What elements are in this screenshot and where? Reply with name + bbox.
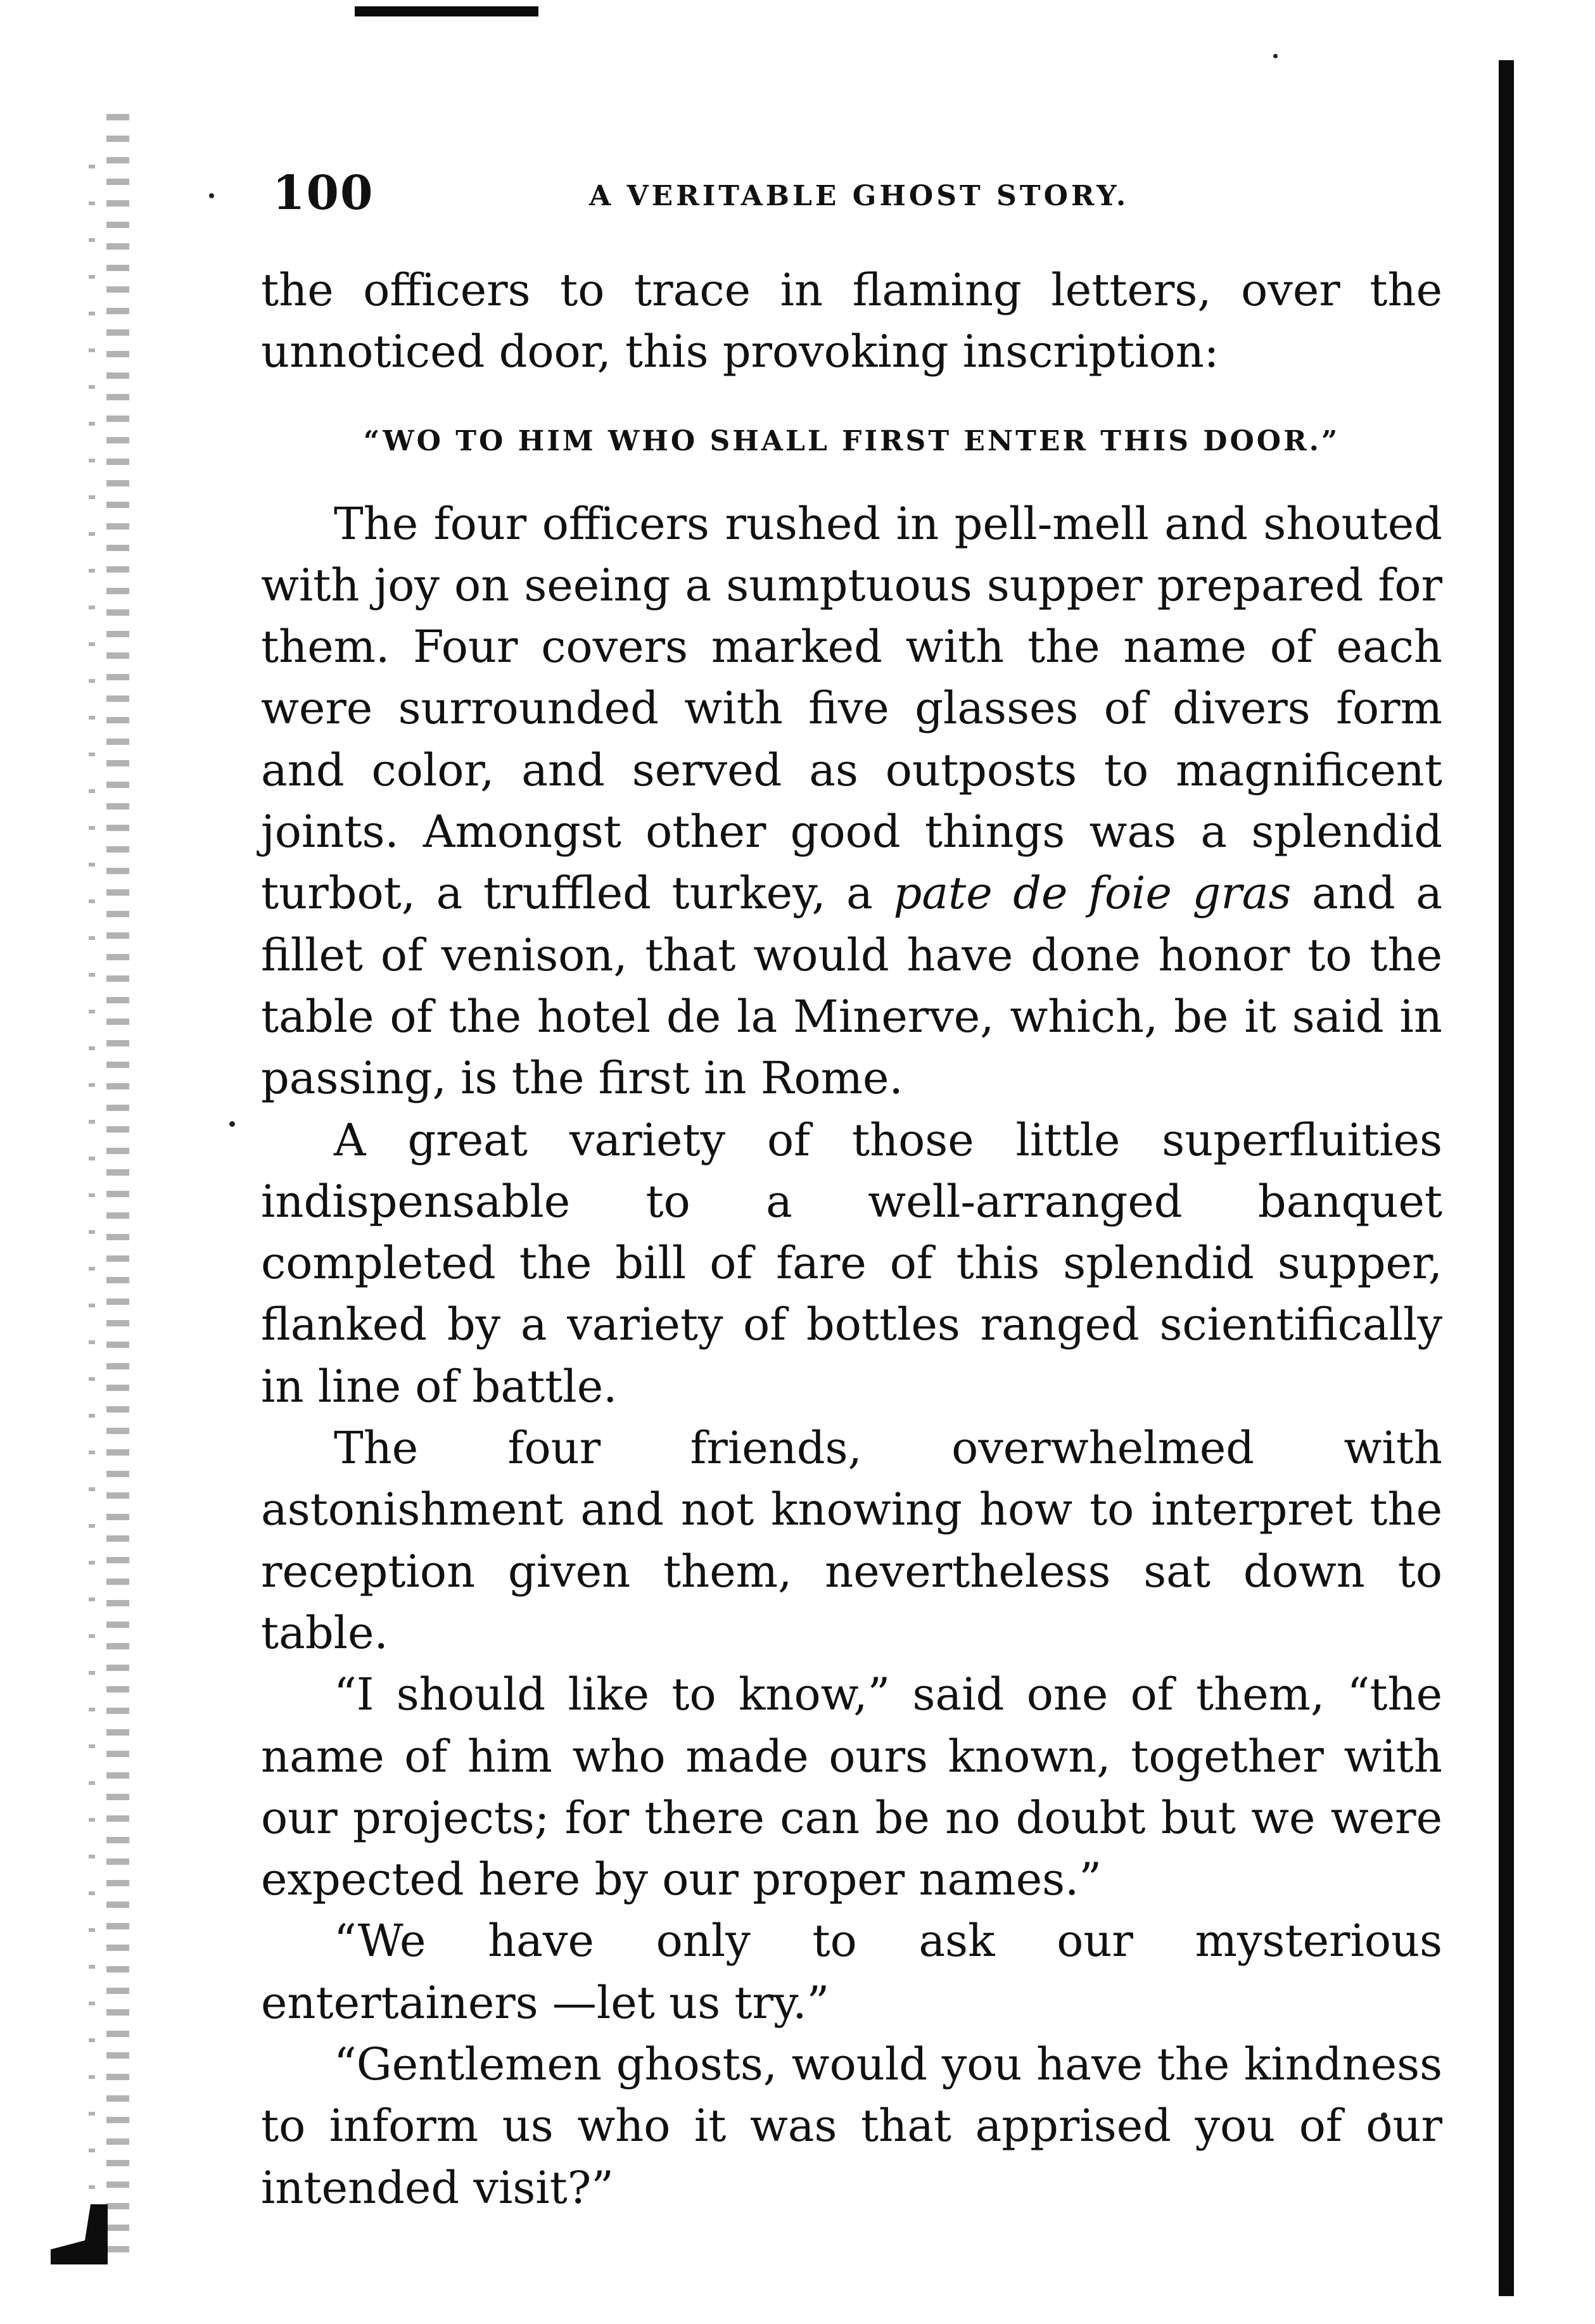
scan-artifact-left-gutter-marks bbox=[89, 165, 95, 2192]
scan-artifact-corner-mark bbox=[51, 2204, 108, 2264]
paragraph-four-friends: The four friends, overwhelmed with astonishment and not knowing how to interpret the reception given them, nevertheless sat down to table. bbox=[261, 1422, 1442, 1659]
paragraph-continuation: the officers to trace in flaming letters, over the unnoticed door, this provoking inscription: bbox=[261, 264, 1442, 378]
paragraph-dialogue-1: “I should like to know,” said one of them, “the name of him who made ours known, together with our projects; for there can be no doubt but we were expected here by our proper names.” bbox=[261, 1668, 1442, 1906]
italic-dish-name: pate de foie gras bbox=[893, 867, 1292, 920]
paragraph-dialogue-3: “Gentlemen ghosts, would you have the kindness to inform us who it was that apprised you of our intended visit?” bbox=[261, 2038, 1442, 2214]
scan-artifact-left-gutter bbox=[106, 114, 129, 2255]
door-inscription: “WO TO HIM WHO SHALL FIRST ENTER THIS DOOR.” bbox=[363, 424, 1340, 457]
body-text bbox=[261, 260, 1442, 2219]
scan-artifact-right-edge bbox=[1499, 60, 1514, 2296]
scan-speck bbox=[209, 193, 214, 198]
running-title: A VERITABLE GHOST STORY. bbox=[589, 180, 1129, 212]
paragraph-text: and a fillet of venison, that would have done honor to the table of the hotel de la Minerve, which, be it said in passing, is the first in Rome. bbox=[261, 867, 1442, 1105]
scan-artifact-top-bar bbox=[355, 6, 538, 16]
paragraph-dialogue-2: “We have only to ask our mysterious entertainers —let us try.” bbox=[261, 1915, 1442, 2029]
paragraph-superfluities: A great variety of those little superfluities indispensable to a well-arranged banquet completed the bill of fare of this splendid supper, flanked by a variety of bottles ranged scientifically in line of battle. bbox=[261, 1114, 1442, 1413]
paragraph-supper bbox=[261, 493, 1442, 1110]
paragraph-text: The four officers rushed in pell-mell and shouted with joy on seeing a sumptuous supper prepared for them. Four covers marked with the name of each were surrounded with five glasses of divers form and color, and served as outposts to magnificent joints. Amongst other good things was a splendid turbot, a truffled turkey, a bbox=[261, 497, 1442, 920]
page-number: 100 bbox=[272, 166, 374, 220]
scan-speck bbox=[1273, 54, 1278, 58]
scan-speck bbox=[229, 1121, 235, 1127]
running-head bbox=[272, 166, 1476, 223]
